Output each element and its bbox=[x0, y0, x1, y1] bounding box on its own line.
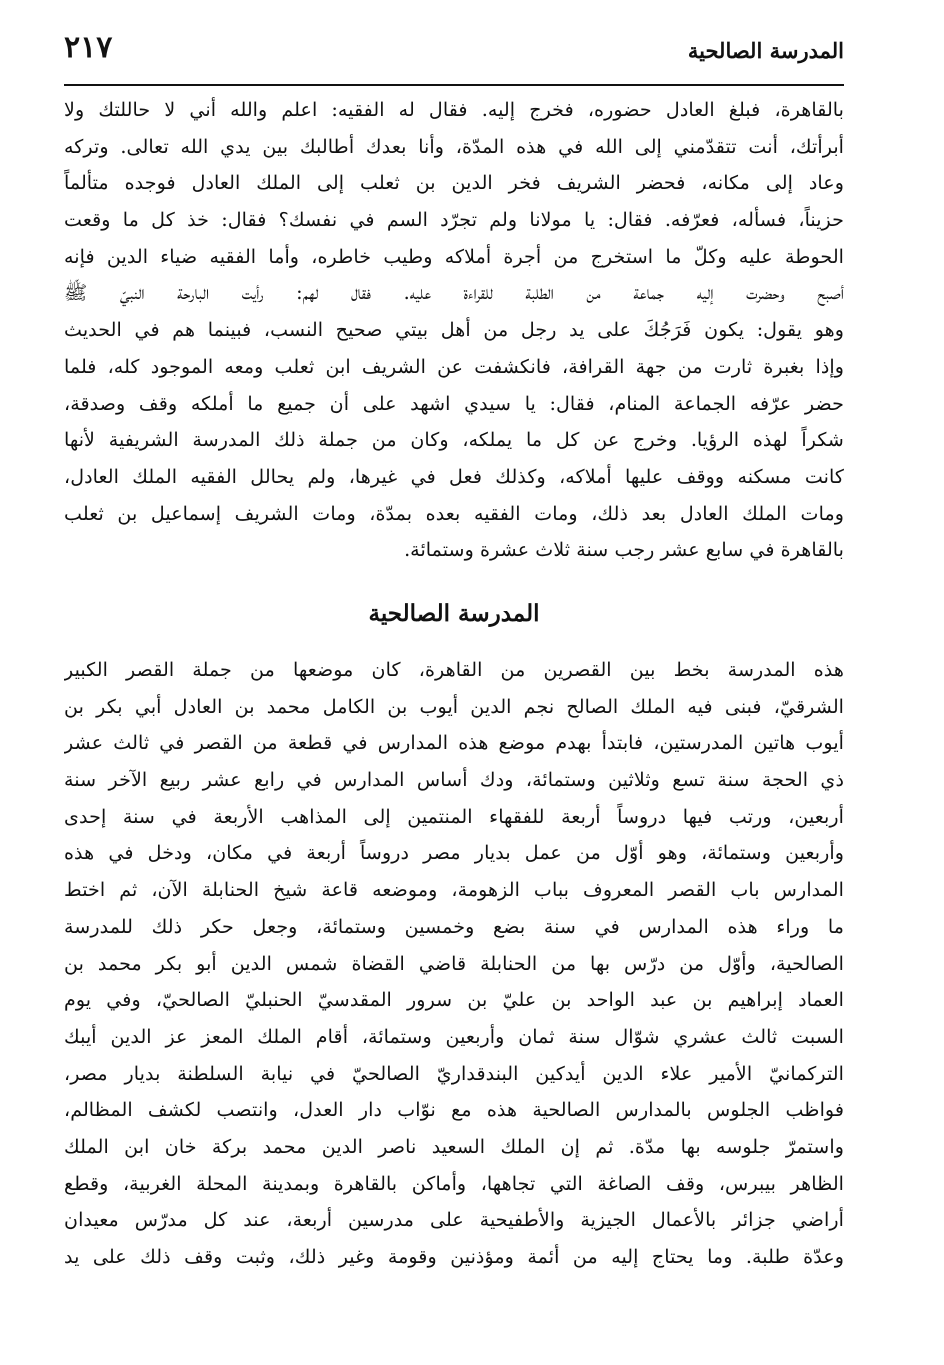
paragraph-one bbox=[64, 92, 844, 569]
text-line: أبرأتك، أنت تتقدّمني إلى الله في هذه المدّة، وأنا بعدك أطالبك بين يدي الله تعالى. وتركه bbox=[64, 134, 844, 158]
text-line: فواظب الجلوس بالمدارس الصالحية هذه مع نوّاب دار العدل، وانتصب لكشف المظالم، bbox=[64, 1098, 844, 1122]
text-line: هذه المدرسة بخط بين القصرين من القاهرة، كان موضعها من جملة القصر الكبير bbox=[64, 658, 844, 681]
text-line: وهو يقول: يكون فَرَجُكَ على يد رجل من أهل بيتي صحيح النسب، فبينما هم في الحديث bbox=[64, 318, 844, 342]
page-number: ٢١٧ bbox=[64, 30, 113, 65]
section-heading: المدرسة الصالحية bbox=[368, 600, 540, 627]
text-line: الظاهر بيبرس، وقف الصاغة التي تجاهها، وأماكن بالقاهرة وبمدينة المحلة الغربية، وقطع bbox=[64, 1171, 844, 1195]
text-line: حضر عرّفه الجماعة المنام، فقال: يا سيدي اشهد على أن جميع ما أملكه وقف وصدقة، bbox=[64, 391, 844, 415]
text-line: حزيناً، فسأله، فعرّفه. فقال: يا مولانا ولم تجرّد السم في نفسك؟ فقال: خذ كل ما وقعت bbox=[64, 208, 844, 232]
text-line: المدارس باب القصر المعروف بباب الزهومة، وموضعه قاعة شيخ الحنابلة الآن، ثم اختط bbox=[64, 878, 844, 902]
text-line: بالقاهرة في سابع عشر رجب سنة ثلاث عشرة وستمائة. bbox=[404, 538, 844, 562]
text-line: بالقاهرة، فبلغ العادل حضوره، فخرج إليه. فقال له الفقيه: اعلم والله أني لا حاللتك ولا bbox=[64, 98, 844, 121]
text-line: ذي الحجة سنة تسع وثلاثين وستمائة، ودك أساس المدارس في رابع عشر ربيع الآخر سنة bbox=[64, 768, 844, 792]
text-line: وإذا بغبرة ثارت من جهة القرافة، فانكشفت عن الشريف ابن ثعلب ومعه الموجود كله، فلما bbox=[64, 354, 844, 378]
text-line: وعاد إلى مكانه، فحضر الشريف فخر الدين بن ثعلب إلى الملك العادل فوجده متألماً bbox=[64, 171, 844, 195]
text-line: أصبح وحضرت إليه جماعة من الطلبة للقراءة عليه. فقال لهم: رأيت البارحة النبيّ ﷺ bbox=[64, 281, 844, 305]
text-line: الصالحية، وأوّل من درّس بها من الحنابلة قاضي القضاة شمس الدين أبو بكر محمد بن bbox=[64, 951, 844, 975]
page-header bbox=[64, 28, 844, 78]
text-line: أربعين، ورتب فيها دروساً أربعة للفقهاء المنتمين إلى المذاهب الأربعة في سنة إحدى bbox=[64, 804, 844, 828]
text-line: العماد إبراهيم بن عبد الواحد بن عليّ بن سرور المقدسيّ الحنبليّ الصالحيّ، وفي يوم bbox=[64, 988, 844, 1012]
text-line: ما وراء هذه المدارس في سنة بضع وخمسين وستمائة، وجعل حكر ذلك للمدرسة bbox=[64, 914, 844, 938]
text-line: شكراً لهذه الرؤيا. وخرج عن كل ما يملكه، وكان من جملة ذلك المدرسة الشريفية لأنها bbox=[64, 428, 844, 452]
text-line: التركمانيّ الأمير علاء الدين أيدكين البندقداريّ الصالحيّ في نيابة السلطنة بديار مصر، bbox=[64, 1061, 844, 1085]
text-line: وعدّة طلبة. وما يحتاج إليه من أئمة ومؤذنين وقومة وغير ذلك، وثبت وقف ذلك على يد bbox=[64, 1245, 844, 1268]
text-line: ومات الملك العادل بعد ذلك، ومات الفقيه بعده بمدّة، ومات الشريف إسماعيل بن ثعلب bbox=[64, 501, 844, 525]
text-line: كانت مسكنه ووقف عليها أملاكه، وكذلك فعل في غيرها، ولم يحالل الفقيه الملك العادل، bbox=[64, 464, 844, 488]
text-line: أراضي جزائر بالأعمال الجيزية والأطفيحية على مدرسين أربعة، عند كل مدرّس معيدان bbox=[64, 1208, 844, 1232]
text-line: وأربعين وستمائة، وهو أوّل من عمل بديار مصر دروساً أربعة في مكان، ودخل في هذه bbox=[64, 841, 844, 865]
text-line: السبت ثالث عشري شوّال سنة ثمان وأربعين وستمائة، أقام الملك المعز عز الدين أيبك bbox=[64, 1024, 844, 1048]
running-title: المدرسة الصالحية bbox=[687, 38, 844, 63]
text-line: واستمرّ جلوسه بها مدّة. ثم إن الملك السعيد ناصر الدين محمد بركة خان ابن الملك bbox=[64, 1134, 844, 1158]
text-line: أيوب هاتين المدرستين، فابتدأ بهدم موضع هذه المدارس في قطعة من القصر في ثالث عشر bbox=[64, 731, 844, 755]
paragraph-two bbox=[64, 652, 844, 1276]
text-line: الشرقيّ، فبنى فيه الملك الصالح نجم الدين أيوب بن الكامل محمد بن العادل أبي بكر بن bbox=[64, 694, 844, 718]
header-rule bbox=[64, 84, 844, 86]
text-line: الحوطة عليه وكلّ ما استخرج من أجرة أملاكه وطيب خاطره، وأما الفقيه ضياء الدين فإنه bbox=[64, 244, 844, 268]
